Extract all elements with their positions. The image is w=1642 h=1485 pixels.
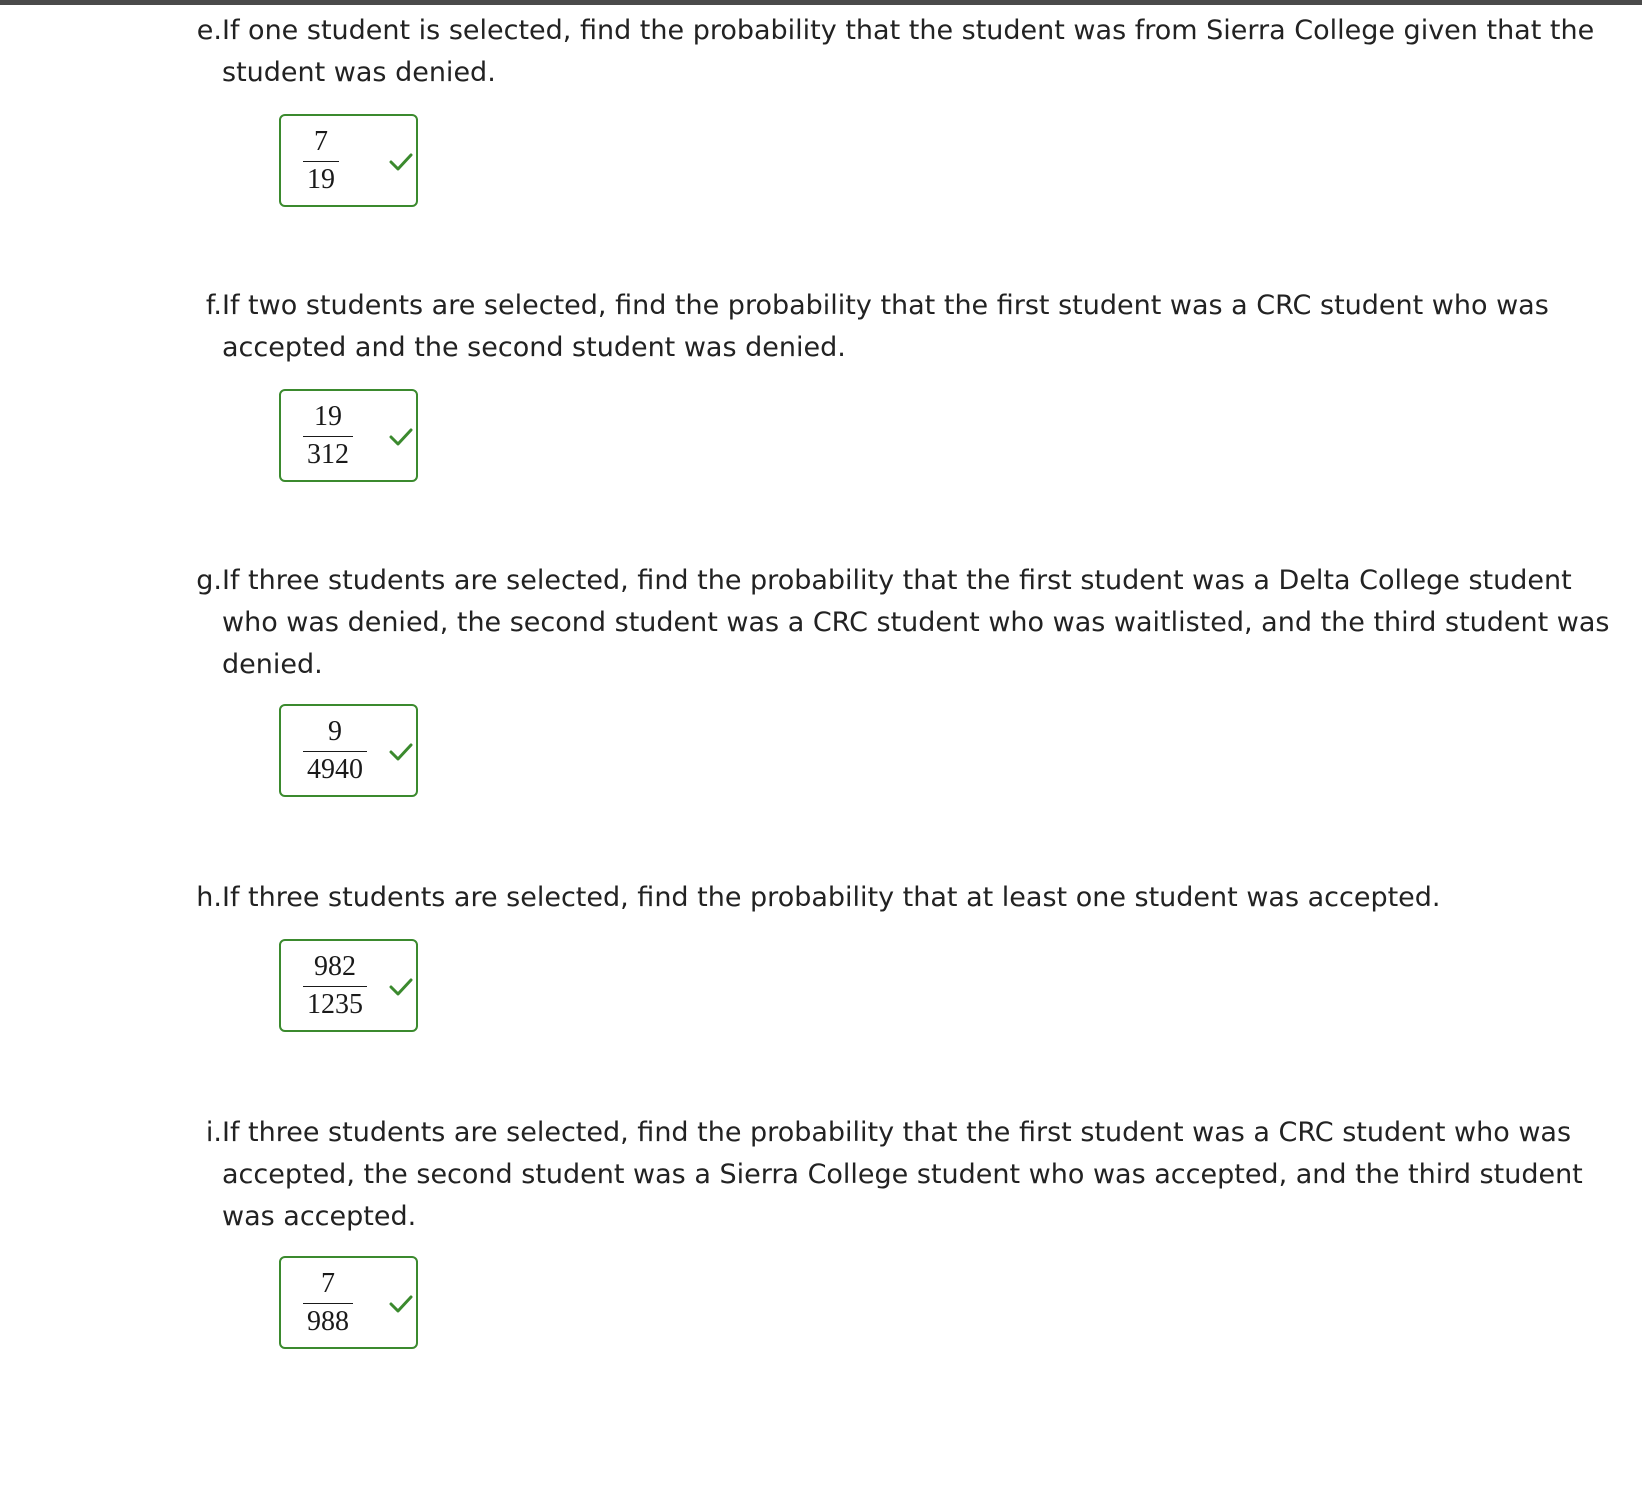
question-text	[190, 285, 1630, 369]
checkmark-icon	[389, 742, 413, 762]
checkmark-icon	[389, 427, 413, 447]
checkmark-icon	[389, 152, 413, 172]
answer-fraction	[303, 126, 339, 196]
fraction-denominator: 988	[307, 1306, 349, 1337]
fraction-denominator: 19	[307, 164, 335, 195]
fraction-numerator: 7	[321, 1268, 335, 1299]
question-i	[190, 1112, 1630, 1337]
fraction-bar	[303, 436, 353, 437]
question-letter: g.	[196, 565, 222, 596]
question-text	[190, 1112, 1630, 1238]
answer-input[interactable]	[279, 1256, 418, 1349]
fraction-denominator: 1235	[307, 989, 363, 1020]
question-letter: h.	[196, 882, 222, 913]
fraction-denominator: 4940	[307, 754, 363, 785]
top-border	[0, 0, 1642, 5]
fraction-denominator: 312	[307, 439, 349, 470]
answer-fraction	[303, 1268, 353, 1338]
question-h	[190, 877, 1630, 1020]
fraction-bar	[303, 1303, 353, 1304]
question-prompt: If one student is selected, find the probability that the student was from Sierra College given that the student was denied.	[222, 15, 1595, 88]
fraction-bar	[303, 986, 367, 987]
answer-input[interactable]	[279, 389, 418, 482]
fraction-numerator: 7	[314, 126, 328, 157]
question-letter: f.	[205, 290, 222, 321]
question-text	[190, 877, 1630, 919]
question-letter: i.	[205, 1117, 222, 1148]
question-e	[190, 10, 1630, 195]
answer-fraction	[303, 716, 367, 786]
answer-input[interactable]	[279, 939, 418, 1032]
question-prompt: If two students are selected, find the probability that the first student was a CRC student who was accepted and the second student was denied.	[222, 290, 1549, 363]
question-prompt: If three students are selected, find the probability that the first student was a CRC student who was accepted, the second student was a Sierra College student who was accepted, and the third student was accepted.	[222, 1117, 1583, 1232]
fraction-numerator: 982	[314, 951, 356, 982]
answer-fraction	[303, 951, 367, 1021]
answer-input[interactable]	[279, 114, 418, 207]
question-letter: e.	[196, 15, 222, 46]
checkmark-icon	[389, 1294, 413, 1314]
checkmark-icon	[389, 977, 413, 997]
fraction-bar	[303, 161, 339, 162]
fraction-numerator: 9	[328, 716, 342, 747]
question-text	[190, 560, 1630, 686]
question-g	[190, 560, 1630, 785]
question-f	[190, 285, 1630, 470]
answer-input[interactable]	[279, 704, 418, 797]
question-prompt: If three students are selected, find the probability that the first student was a Delta College student who was denied, the second student was a CRC student who was waitlisted, and the third student was denied.	[222, 565, 1610, 680]
fraction-bar	[303, 751, 367, 752]
question-text	[190, 10, 1630, 94]
question-prompt: If three students are selected, find the probability that at least one student was accepted.	[222, 882, 1441, 913]
fraction-numerator: 19	[314, 401, 342, 432]
answer-fraction	[303, 401, 353, 471]
